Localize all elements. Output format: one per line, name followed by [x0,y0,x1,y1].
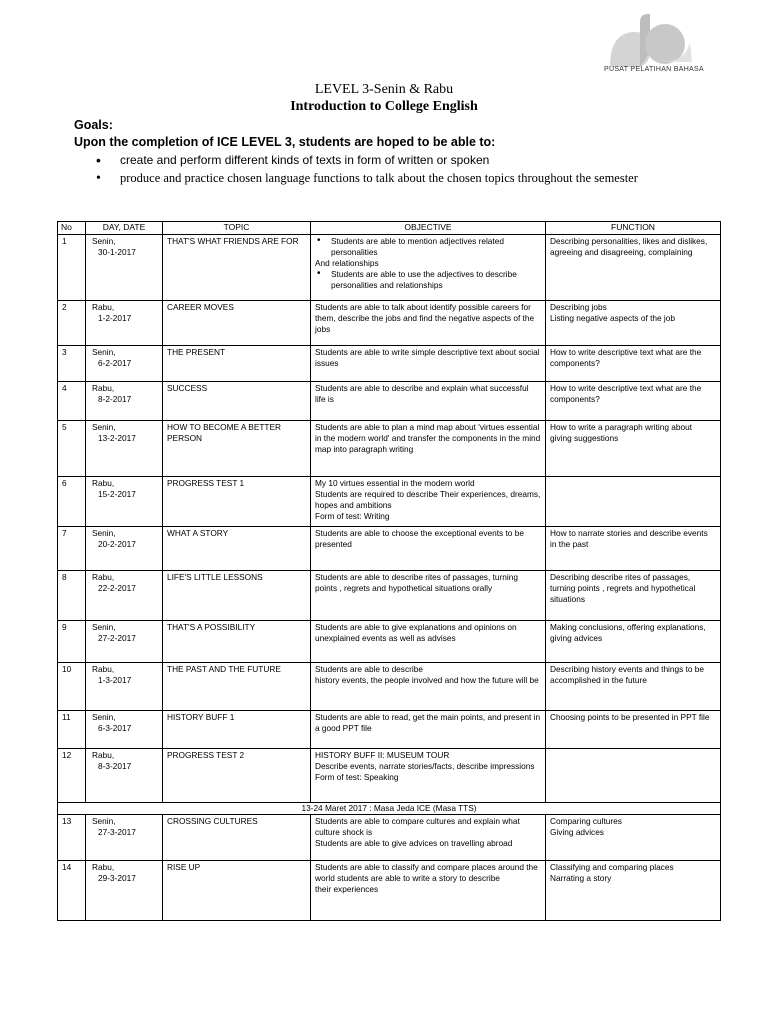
cell-topic: CAREER MOVES [163,301,311,346]
text-line: Students are able to describe rites of passages, turning points , regrets and hypothetical situations orally [315,572,518,593]
date: 22-2-2017 [98,583,136,593]
table-row [58,663,721,711]
cell-function [546,235,721,301]
text-line: Students are able to compare cultures and explain what culture shock is [315,816,520,837]
goals-list [96,152,656,188]
cell-day-date [86,621,163,663]
day-name: Senin, [92,712,116,722]
cell-objective [311,235,546,301]
objective-list [315,236,541,291]
text-line: Form of test: Speaking [315,772,399,782]
text-line: How to write a paragraph writing about giving suggestions [550,422,693,443]
table-row [58,477,721,527]
text-line: How to write descriptive text what are the components? [550,347,702,368]
goal-item: • create and perform different kinds of texts in form of written or spoken [96,152,656,169]
page-title: LEVEL 3-Senin & Rabu [314,82,454,97]
text-line: Students are able to give explanations and opinions on unexplained events as well as advises [315,622,517,643]
table-row [58,421,721,477]
cell-function [546,663,721,711]
table-row [58,621,721,663]
page-subtitle: Introduction to College English [290,99,478,114]
text-line: Describing personalities, likes and dislikes, agreeing and disagreeing, complaining [550,236,708,257]
cell-function [546,621,721,663]
text-line: Students are able to read, get the main points, and present in a good PPT file [315,712,541,733]
cell-no: 1 [58,235,86,301]
cell-topic: WHAT A STORY [163,527,311,571]
cell-objective [311,663,546,711]
cell-day-date [86,663,163,711]
text-line: Describing describe rites of passages, turning points , regrets and hypothetical situations [550,572,696,604]
cell-no: 9 [58,621,86,663]
text-line: Form of test: Writing [315,511,390,521]
day-name: Rabu, [92,478,115,488]
table-row [58,711,721,749]
text-line: Students are able to write simple descriptive text about social issues [315,347,540,368]
cell-function [546,711,721,749]
date: 6-3-2017 [98,723,132,733]
cell-no: 12 [58,749,86,803]
text-line: their experiences [315,884,379,894]
text-line: Choosing points to be presented in PPT file [550,712,710,722]
date: 20-2-2017 [98,539,136,549]
table-row [58,301,721,346]
cell-no: 2 [58,301,86,346]
cell-topic: THAT'S A POSSIBILITY [163,621,311,663]
cell-day-date [86,527,163,571]
date: 8-3-2017 [98,761,132,771]
day-name: Senin, [92,347,116,357]
cell-function [546,861,721,921]
cell-topic: HOW TO BECOME A BETTER PERSON [163,421,311,477]
date: 29-3-2017 [98,873,136,883]
cell-objective [311,382,546,421]
day-name: Rabu, [92,750,115,760]
cell-function [546,382,721,421]
date: 27-2-2017 [98,633,136,643]
text-line: Making conclusions, offering explanations, giving advices [550,622,706,643]
day-name: Rabu, [92,572,115,582]
cell-topic: THE PRESENT [163,346,311,382]
text-line: How to write descriptive text what are the components? [550,383,702,404]
cell-objective [311,815,546,861]
cell-function [546,421,721,477]
header-day-date: DAY, DATE [86,222,163,235]
day-name: Rabu, [92,862,115,872]
text-line: Students are able to choose the exceptional events to be presented [315,528,524,549]
table-row [58,235,721,301]
table-row [58,815,721,861]
cell-objective [311,749,546,803]
day-name: Senin, [92,622,116,632]
text-line: How to narrate stories and describe events in the past [550,528,708,549]
date: 8-2-2017 [98,394,132,404]
cell-objective [311,301,546,346]
cell-topic: THE PAST AND THE FUTURE [163,663,311,711]
cell-objective [311,527,546,571]
cell-day-date [86,382,163,421]
date: 6-2-2017 [98,358,132,368]
cell-objective [311,711,546,749]
table-row [58,382,721,421]
cell-topic: PROGRESS TEST 1 [163,477,311,527]
header-topic: TOPIC [163,222,311,235]
cell-no: 10 [58,663,86,711]
text-line: Describing jobs [550,302,607,312]
cell-objective [311,477,546,527]
text-line: Classifying and comparing places [550,862,674,872]
date: 27-3-2017 [98,827,136,837]
table-row [58,571,721,621]
cell-objective [311,421,546,477]
text-line: Describe events, narrate stories/facts, describe impressions [315,761,535,771]
cell-objective [311,861,546,921]
cell-objective [311,621,546,663]
day-name: Rabu, [92,664,115,674]
goal-item: • produce and practice chosen language functions to talk about the chosen topics throughout the semester [96,170,656,187]
text-line: Students are able to talk about identify possible careers for them, describe the jobs and find the negative aspects of the jobs [315,302,535,334]
cell-function [546,477,721,527]
cell-objective [311,346,546,382]
cell-day-date [86,346,163,382]
header-function: FUNCTION [546,222,721,235]
text-line: Students are able to plan a mind map about 'virtues essential in the modern world' and transfer the components in the mind map into paragraph writing [315,422,541,454]
cell-no: 14 [58,861,86,921]
goals-intro: Upon the completion of ICE LEVEL 3, students are hoped to be able to: [74,135,496,149]
cell-topic: SUCCESS [163,382,311,421]
cell-day-date [86,477,163,527]
text-line: Students are able to describe [315,664,423,674]
cell-day-date [86,301,163,346]
cell-topic: CROSSING CULTURES [163,815,311,861]
day-name: Senin, [92,528,116,538]
table-header-row [58,222,721,235]
cell-day-date [86,861,163,921]
date: 30-1-2017 [98,247,136,257]
day-name: Senin, [92,236,116,246]
objective-item: • Students are able to mention adjectives related personalities [315,236,541,258]
text-line: Students are able to describe and explain what successful life is [315,383,529,404]
day-name: Rabu, [92,383,115,393]
cell-day-date [86,815,163,861]
text-line: Narrating a story [550,873,612,883]
logo-text: PUSAT PELATIHAN BAHASA [604,66,704,73]
cell-function [546,527,721,571]
goals-label: Goals: [74,118,113,132]
objective-item: • Students are able to use the adjectives to describe personalities and relationships [315,269,541,291]
cell-no: 13 [58,815,86,861]
text-line: HISTORY BUFF II: MUSEUM TOUR [315,750,450,760]
break-row [58,803,721,815]
date: 1-2-2017 [98,313,132,323]
cell-function [546,749,721,803]
cell-day-date [86,235,163,301]
date: 15-2-2017 [98,489,136,499]
cell-topic: LIFE'S LITTLE LESSONS [163,571,311,621]
cell-no: 3 [58,346,86,382]
text-line: Students are required to describe Their experiences, dreams, hopes and ambitions [315,489,541,510]
text-line: history events, the people involved and how the future will be [315,675,539,685]
text-line: Students are able to give advices on travelling abroad [315,838,513,848]
cell-no: 8 [58,571,86,621]
cell-topic: HISTORY BUFF 1 [163,711,311,749]
cell-topic: PROGRESS TEST 2 [163,749,311,803]
cell-function [546,571,721,621]
cell-no: 11 [58,711,86,749]
text-line: Describing history events and things to be accomplished in the future [550,664,705,685]
text-line: Giving advices [550,827,604,837]
cell-day-date [86,711,163,749]
cell-function [546,346,721,382]
cell-topic: THAT'S WHAT FRIENDS ARE FOR [163,235,311,301]
break-cell: 13-24 Maret 2017 : Masa Jeda ICE (Masa TTS) [58,803,721,815]
table-row [58,749,721,803]
text-line: Students are able to classify and compare places around the world students are able to write a story to describe [315,862,538,883]
header-objective: OBJECTIVE [311,222,546,235]
header-no: No [58,222,86,235]
cell-no: 5 [58,421,86,477]
day-name: Senin, [92,816,116,826]
text-line: Listing negative aspects of the job [550,313,675,323]
cell-day-date [86,571,163,621]
cell-no: 4 [58,382,86,421]
text-line: Comparing cultures [550,816,622,826]
day-name: Senin, [92,422,116,432]
table-row [58,346,721,382]
cell-day-date [86,421,163,477]
date: 1-3-2017 [98,675,132,685]
date: 13-2-2017 [98,433,136,443]
table-row [58,527,721,571]
table-row [58,861,721,921]
cell-topic: RISE UP [163,861,311,921]
cell-function [546,301,721,346]
schedule-table [57,221,721,921]
text-line: My 10 virtues essential in the modern world [315,478,475,488]
cell-no: 7 [58,527,86,571]
objective-item: And relationships [315,258,379,268]
cell-no: 6 [58,477,86,527]
cell-objective [311,571,546,621]
day-name: Rabu, [92,302,115,312]
cell-function [546,815,721,861]
cell-day-date [86,749,163,803]
